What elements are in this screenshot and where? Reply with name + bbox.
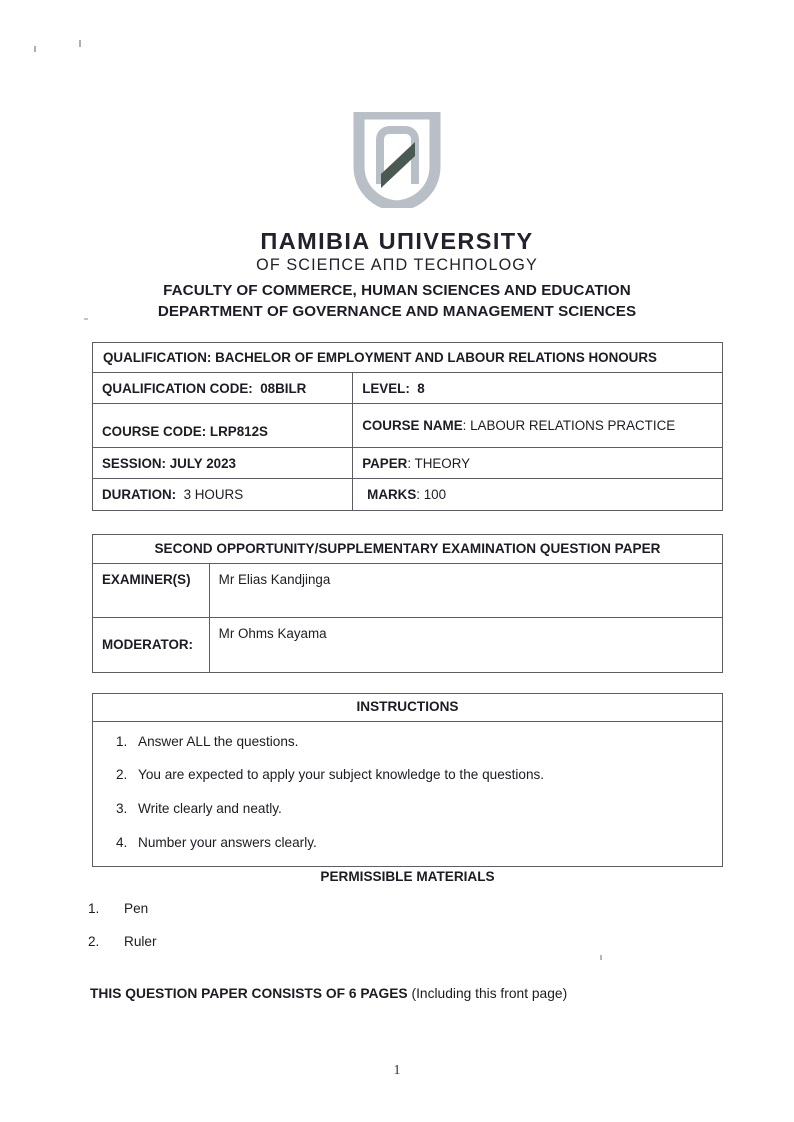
instruction-text: Number your answers clearly.	[138, 834, 317, 850]
list-item	[102, 766, 713, 784]
table-row	[93, 564, 722, 618]
page-count-notice	[90, 985, 567, 1003]
session-value: JULY 2023	[169, 455, 236, 471]
marks-value: : 100	[416, 487, 447, 503]
table-row	[93, 479, 722, 510]
marks-label: MARKS	[367, 487, 417, 503]
table-row	[93, 404, 722, 448]
instruction-number: 3.	[116, 801, 128, 817]
material-text: Ruler	[124, 933, 157, 949]
instruction-text: Write clearly and neatly.	[138, 801, 282, 817]
department-name: DEPARTMENT OF GOVERNANCE AND MANAGEMENT SCIENCES	[157, 303, 637, 321]
duration-label: DURATION:	[102, 487, 177, 503]
table-row	[93, 535, 722, 564]
table-row	[93, 722, 722, 867]
permissible-materials-title: PERMISSIBLE MATERIALS	[320, 869, 495, 884]
list-item	[88, 933, 156, 951]
level-label: LEVEL:	[362, 380, 410, 396]
examiner-table	[92, 534, 723, 673]
logo-container	[0, 112, 794, 208]
course-name-label: COURSE NAME	[362, 418, 463, 434]
institution-wordmark	[0, 228, 794, 276]
instruction-number: 4.	[116, 834, 128, 850]
level-cell	[352, 373, 722, 403]
faculty-department-block	[0, 281, 794, 322]
qualification-header: QUALIFICATION: BACHELOR OF EMPLOYMENT AND LABOUR RELATIONS HONOURS	[103, 350, 657, 365]
instruction-number: 1.	[116, 733, 128, 749]
permissible-materials-list	[88, 900, 156, 965]
qualification-code-label: QUALIFICATION CODE:	[102, 380, 253, 396]
examiner-label: EXAMINER(S)	[102, 571, 191, 587]
table-row	[93, 618, 722, 672]
list-item	[102, 733, 713, 751]
page-count-bold: THIS QUESTION PAPER CONSISTS OF 6 PAGES	[90, 986, 408, 1001]
instructions-table	[92, 693, 723, 867]
instruction-text: Answer ALL the questions.	[138, 733, 299, 749]
level-value: 8	[417, 380, 425, 396]
page-count-note: (Including this front page)	[407, 986, 568, 1001]
institution-name-line2: OF SCIEΠCE AΠD TECHΠOLOGY	[256, 256, 538, 275]
paper-cell	[352, 448, 722, 478]
instructions-header: INSTRUCTIONS	[356, 699, 459, 714]
instruction-number: 2.	[116, 767, 128, 783]
scan-speck	[600, 955, 602, 960]
session-label: SESSION:	[102, 455, 166, 471]
list-item	[102, 800, 713, 818]
nust-shield-logo	[353, 112, 441, 208]
qualification-code-cell	[93, 373, 352, 403]
table-row	[93, 343, 722, 373]
examiner-value: Mr Elias Kandjinga	[209, 564, 722, 617]
course-name-value: : LABOUR RELATIONS PRACTICE	[462, 418, 676, 434]
qualification-code-value: 08BILR	[260, 380, 307, 396]
course-code-label: COURSE CODE:	[102, 424, 207, 439]
course-code-value: LRP812S	[209, 424, 268, 439]
course-name-cell	[352, 404, 722, 447]
course-code-cell	[93, 404, 352, 447]
session-cell	[93, 448, 352, 478]
faculty-name: FACULTY OF COMMERCE, HUMAN SCIENCES AND EDUCATION	[163, 282, 631, 299]
list-item	[88, 900, 156, 918]
moderator-label: MODERATOR:	[102, 636, 194, 652]
duration-cell	[93, 479, 352, 510]
marks-cell	[352, 479, 722, 510]
instruction-text: You are expected to apply your subject knowledge to the questions.	[138, 767, 545, 783]
material-number: 2.	[88, 933, 100, 949]
table-row	[93, 373, 722, 404]
instructions-list	[93, 722, 722, 867]
qualification-table	[92, 342, 723, 511]
page-number: 1	[393, 1062, 401, 1077]
material-text: Pen	[124, 901, 149, 916]
scan-speck	[34, 46, 36, 52]
paper-value: : THEORY	[407, 455, 471, 471]
table-row	[93, 448, 722, 479]
material-number: 1.	[88, 901, 100, 916]
list-item	[102, 834, 713, 852]
paper-label: PAPER	[362, 455, 408, 471]
duration-value: 3 HOURS	[183, 487, 244, 503]
institution-name-line1: ΠΑΜΙΒΙΑ UΠIVERSITY	[260, 228, 534, 254]
scan-speck	[79, 40, 81, 47]
examination-type-header: SECOND OPPORTUNITY/SUPPLEMENTARY EXAMINATION QUESTION PAPER	[154, 541, 661, 556]
moderator-value: Mr Ohms Kayama	[209, 618, 722, 672]
table-row	[93, 694, 722, 722]
